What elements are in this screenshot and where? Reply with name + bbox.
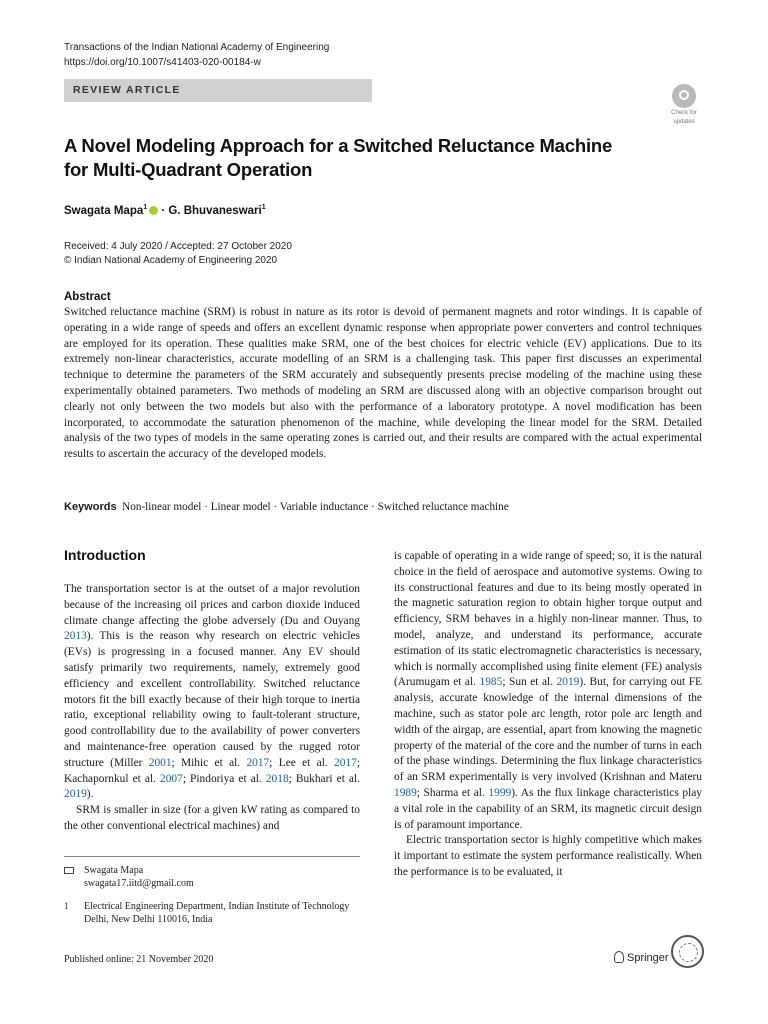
publication-dates (64, 240, 292, 268)
check-updates-label-2: updates (673, 119, 695, 125)
received-accepted-dates: Received: 4 July 2020 / Accepted: 27 October 2020 (64, 241, 292, 252)
paragraph: is capable of operating in a wide range of speed; so, it is the natural choice in the field of aerospace and automotive systems. Owing to its constructional features and due to its being mostly operated in the magnetic saturation region to obtain higher torque output and efficiency, SRM behaves in a highly non-linear manner. Thus, to model, analyze, and understand its performance, accurate estimation of its static electromagnetic characteristics is necessary, which is normally accomplished using finite element (FE) analysis (Arumugam et al. 1985; Sun et al. 2019). But, for carrying out FE analysis, accurate knowledge of the internal dimensions of the machine, such as stator pole arc length, rotor pole arc length and width of the airgap, are essential, apart from knowing the magnetic property of the material of the core and the number of turns in each of the phase windings. Determining the flux linkage characteristics of an SRM experimentally is very involved (Krishnan and Materu 1989; Sharma et al. 1999). As the flux linkage characteristics play a vital role in the capability of an SRM, its magnetic circuit design is of paramount importance. (394, 550, 702, 831)
abstract-heading: Abstract (64, 291, 111, 303)
contact-email[interactable]: swagata17.iitd@gmail.com (84, 878, 194, 889)
contact-name: Swagata Mapa (84, 865, 144, 876)
paragraph: Electric transportation sector is highly competitive which makes it important to estimate the system performance realistically. When the performance is to be evaluated, it (394, 834, 702, 878)
check-for-updates-badge[interactable] (664, 84, 704, 124)
citation-link[interactable]: 1985 (479, 676, 503, 689)
paper-title-line-2: for Multi-Quadrant Operation (64, 159, 313, 180)
affiliation-marker: 1 (143, 204, 148, 211)
paragraph: The transportation sector is at the outset of a major revolution because of the increasing oil prices and carbon dioxide induced climate change affecting the globe adversely (Du and Ouyang 2013). This is the reason why research on electric vehicles (EVs) is progressing in a focused manner. Any EV should satisfy primarily two requirements, namely, extremely good efficiency and excellent controllability. Switched reluctance motors fit the bill exactly because of their high torque to inertia ratio, exceptional reliability owing to fault-tolerant structure, good controllability due to the availability of power converters and maintenance-free operation caused by the rugged rotor structure (Miller 2001; Mihic et al. 2017; Lee et al. 2017; Kachapornkul et al. 2007; Pindoriya et al. 2018; Bukhari et al. 2019). (64, 583, 361, 801)
publisher-name: Springer (627, 952, 669, 964)
journal-header (64, 40, 329, 70)
academy-seal-icon (671, 935, 704, 968)
author-name[interactable]: G. Bhuvaneswari (168, 205, 262, 217)
check-updates-label-1: Check for (671, 110, 697, 116)
copyright-notice: © Indian National Academy of Engineering 2020 (64, 255, 278, 266)
citation-link[interactable]: 1999 (488, 786, 512, 799)
citation-link[interactable]: 2019 (64, 788, 87, 801)
envelope-icon (64, 867, 74, 874)
publisher-logo[interactable] (614, 951, 669, 964)
abstract-text: Switched reluctance machine (SRM) is robust in nature as its rotor is devoid of permanent magnets and rotor windings. It is capable of operating in a wide range of speeds and offers an excellent dynamic response when appropriate power converters and control techniques are employed for its operation. These qualities make SRM, one of the best choices for electric vehicle (EV) applications. Due to its extremely non-linear characteristics, accurate modelling of an SRM is a challenging task. This paper first discusses an experimental technique to determine the parameters of the SRM accurately and subsequently presents precise modeling of the machine using these experimentally obtained parameters. Two methods of modeling an SRM are discussed along with an objective comparison brought out clearly not only between the two models but also with the performance of a laboratory prototype. A novel modification has been incorporated, to accommodate the saturation phenomenon of the machine, while developing the linear model for the SRM. Detailed analysis of the two types of models in the same operating zones is carried out, and their results are compared with the actual experimental results to ascertain the accuracy of the developed models. (64, 306, 702, 461)
orcid-icon[interactable] (149, 206, 158, 215)
affiliation-number: 1 (64, 901, 69, 911)
author-list (64, 204, 266, 217)
author-separator: · (158, 205, 169, 217)
affiliation (64, 900, 360, 926)
citation-link[interactable]: 2013 (64, 630, 87, 643)
citation-link[interactable]: 2017 (246, 756, 270, 769)
published-online-date: Published online: 21 November 2020 (64, 954, 214, 965)
citation-link[interactable]: 1989 (394, 786, 417, 799)
keywords-section (64, 501, 509, 513)
keywords-label: Keywords (64, 501, 117, 513)
section-heading-introduction: Introduction (64, 547, 146, 563)
citation-link[interactable]: 2017 (334, 756, 357, 769)
corresponding-author (64, 864, 360, 890)
check-updates-icon (672, 84, 696, 108)
affiliation-text: Electrical Engineering Department, Indian Institute of Technology Delhi, New Delhi 110016, India (84, 901, 350, 925)
citation-link[interactable]: 2019 (556, 676, 580, 689)
keywords-list: Non-linear model · Linear model · Variable inductance · Switched reluctance machine (122, 501, 509, 513)
article-type-label: REVIEW ARTICLE (73, 84, 181, 96)
paragraph: SRM is smaller in size (for a given kW rating as compared to the other conventional electrical machines) and (64, 804, 360, 832)
paper-title-line-1: A Novel Modeling Approach for a Switched Reluctance Machine (64, 135, 613, 156)
springer-horse-icon (614, 951, 624, 963)
footnotes (64, 864, 360, 926)
article-type-bar (64, 79, 372, 102)
doi-link[interactable]: https://doi.org/10.1007/s41403-020-00184-w (64, 57, 261, 68)
citation-link[interactable]: 2007 (160, 772, 183, 785)
author-name[interactable]: Swagata Mapa (64, 205, 144, 217)
paper-title (64, 134, 684, 182)
body-column-left (64, 582, 360, 835)
citation-link[interactable]: 2018 (265, 772, 289, 785)
citation-link[interactable]: 2001 (148, 756, 172, 769)
body-column-right (394, 549, 702, 881)
affiliation-marker: 1 (261, 204, 266, 211)
footnote-divider (64, 856, 360, 857)
journal-name: Transactions of the Indian National Academy of Engineering (64, 42, 330, 53)
